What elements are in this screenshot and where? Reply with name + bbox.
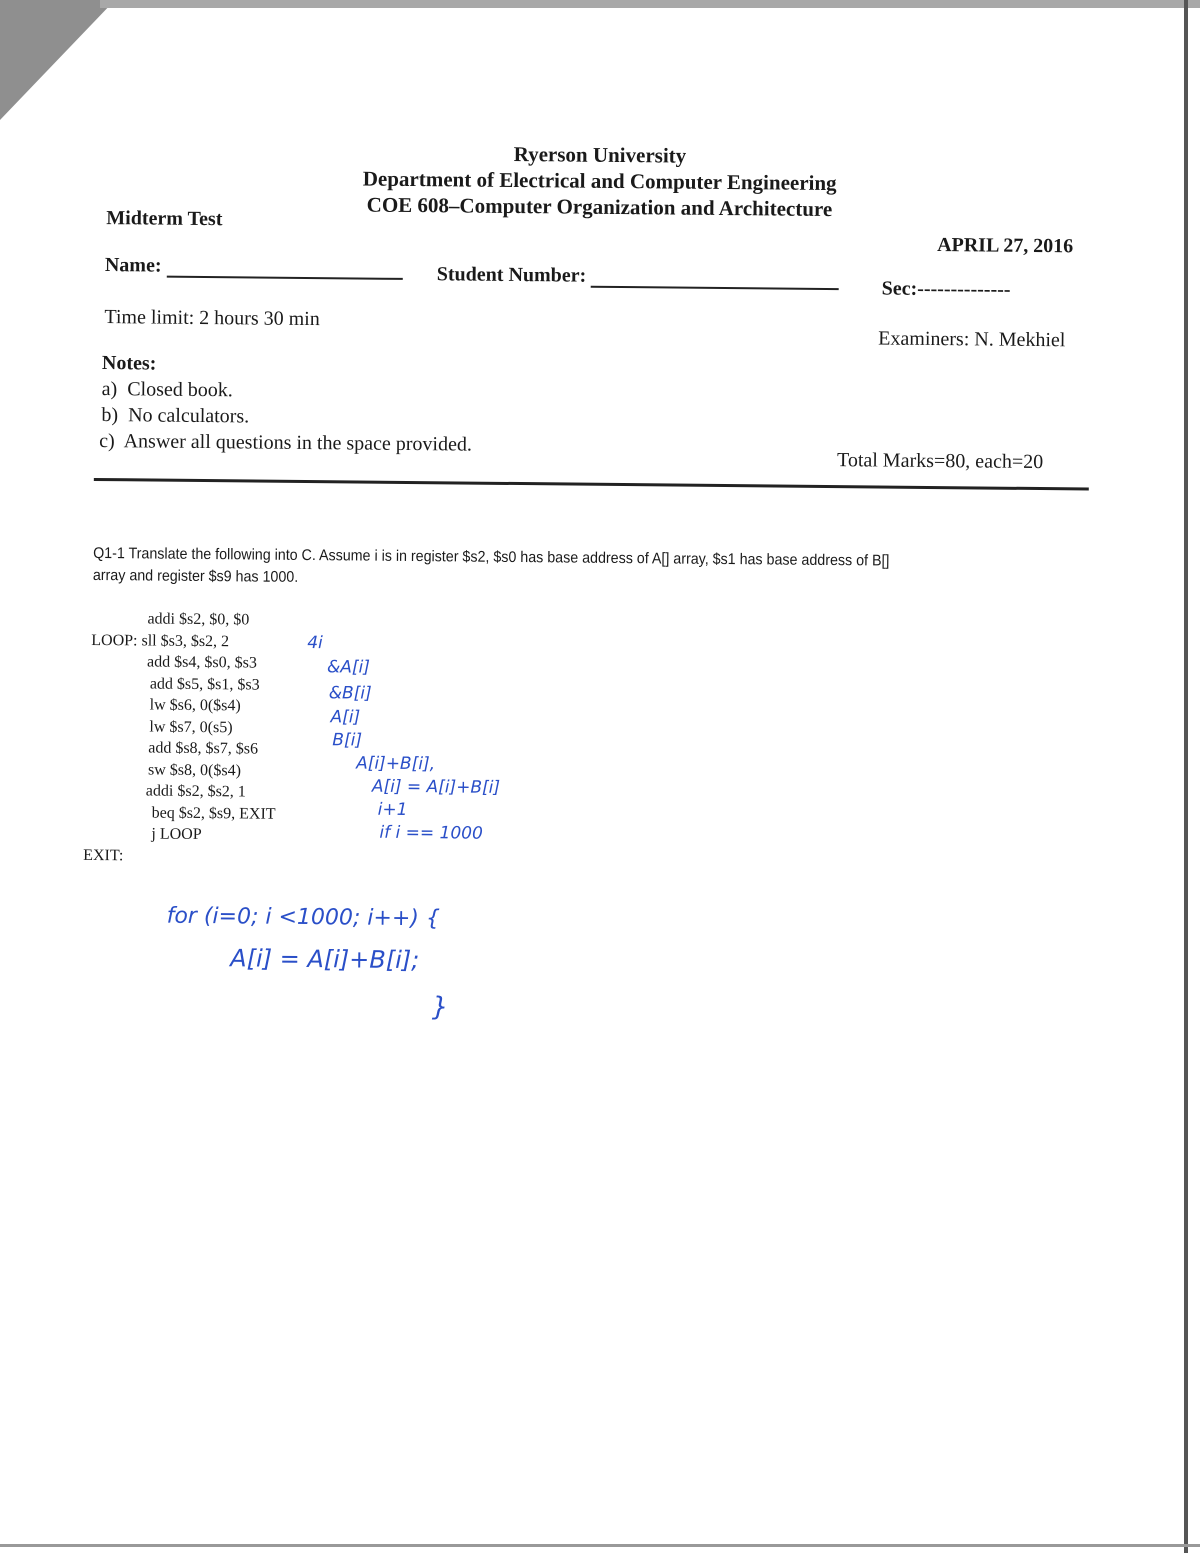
handwritten-annotation: &A[i] [326,657,371,678]
handwritten-annotation: A[i] [330,707,361,728]
student-number-blank[interactable] [591,286,839,290]
handwritten-annotation: if i == 1000 [379,822,483,844]
handwritten-annotation: A[i] = A[i]+B[i] [371,776,501,798]
handwritten-annotation: B[i] [332,730,363,751]
code-line: add $s5, $s1, $s3 [149,675,260,694]
code-line: lw $s6, 0($s4) [149,696,241,715]
student-number-field[interactable] [437,263,840,290]
note-item: b) No calculators. [101,404,250,428]
university-name: Ryerson University [513,141,687,168]
name-field[interactable] [105,254,403,280]
handwritten-annotation: &B[i] [328,683,372,704]
department-name: Department of Electrical and Computer Engineering [362,166,837,196]
code-line: add $s4, $s0, $s3 [147,653,257,672]
note-item: a) Closed book. [101,378,233,402]
assembly-code [83,608,277,868]
exam-date: APRIL 27, 2016 [937,234,1074,258]
handwritten-answer-line: } [431,992,449,1023]
note-item: c) Answer all questions in the space provided. [99,430,473,456]
handwritten-annotation: A[i]+B[i], [356,753,436,775]
notes-title: Notes: [101,352,157,375]
handwritten-answer-line: for (i=0; i <1000; i++) { [166,903,441,932]
course-title: COE 608–Computer Organization and Architecture [366,192,833,222]
question-text-line1: Q1-1 Translate the following into C. Assume i is in register $s2, $s0 has base address of A[] array, $s1 has base address of B[] [93,544,890,570]
code-line: lw $s7, 0(s5) [149,718,233,736]
handwritten-annotation: 4i [307,633,323,654]
code-line: addi $s2, $s2, 1 [145,782,246,801]
code-line: j LOOP [151,825,202,844]
code-line: addi $s2, $0, $0 [147,610,250,629]
code-line: sw $s8, 0($s4) [147,760,242,779]
question-text-line2: array and register $s9 has 1000. [92,566,299,586]
name-label: Name: [104,254,162,277]
student-number-label: Student Number: [436,263,587,287]
examiners: Examiners: N. Mekhiel [878,327,1066,352]
total-marks: Total Marks=80, each=20 [836,449,1044,474]
test-type: Midterm Test [106,207,223,231]
code-line: LOOP: sll $s3, $s2, 2 [91,631,230,650]
section-field[interactable]: Sec:-------------- [881,277,1011,301]
name-blank[interactable] [166,276,402,280]
code-line: EXIT: [83,846,124,864]
time-limit: Time limit: 2 hours 30 min [104,306,320,331]
handwritten-annotation: i+1 [377,799,408,820]
handwritten-answer-line: A[i] = A[i]+B[i]; [230,944,420,975]
code-line: beq $s2, $s9, EXIT [151,804,276,823]
code-line: add $s8, $s7, $s6 [148,739,259,758]
header-divider [94,478,1089,491]
